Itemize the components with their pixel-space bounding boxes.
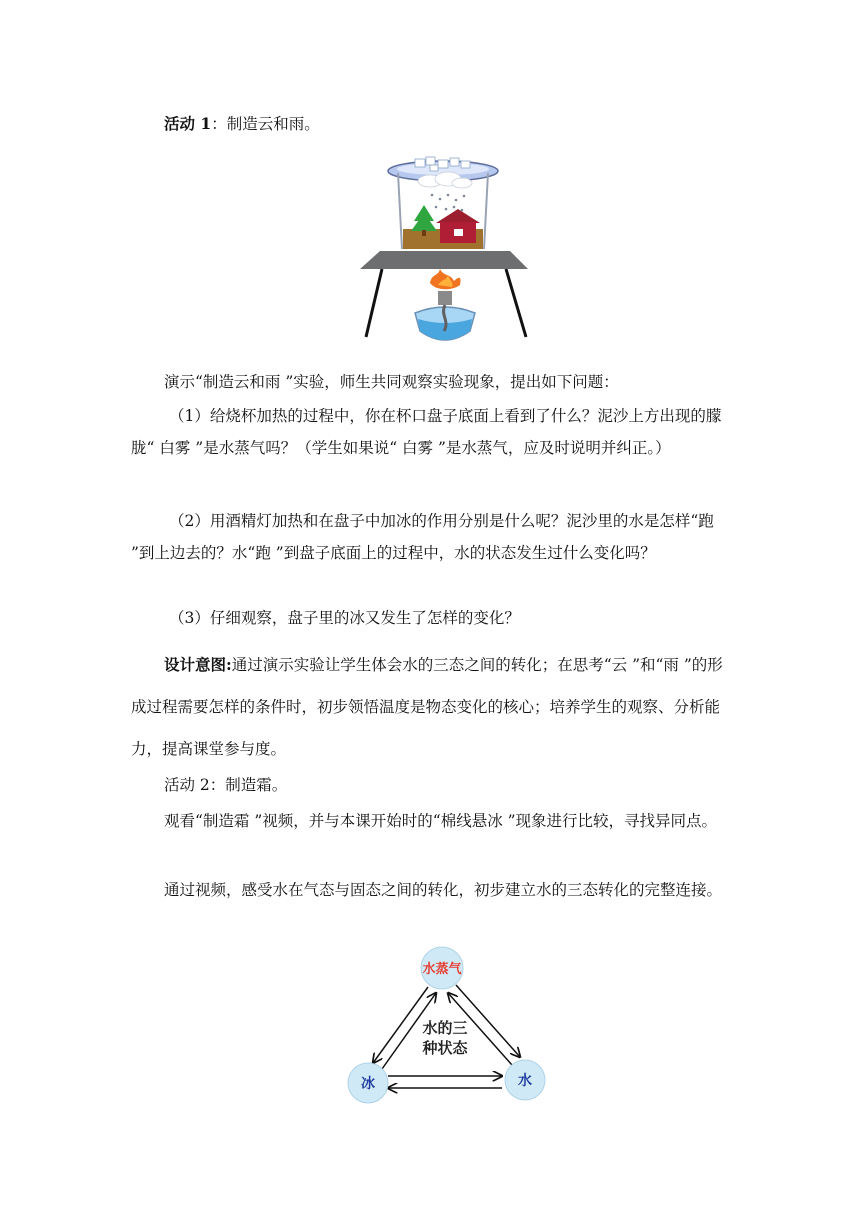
question-2: （2）用酒精灯加热和在盘子中加冰的作用分别是什么呢？泥沙里的水是怎样“跑 ”到上边去的？水“跑 ”到盘子底面上的过程中，水的状态发生过什么变化吗？: [131, 512, 714, 562]
activity2-label: 活动 2: [164, 776, 210, 794]
demo-intro: 演示“制造云和雨 ”实验，师生共同观察实验现象，提出如下问题：: [164, 373, 619, 391]
connection-paragraph: 通过视频，感受水在气态与固态之间的转化，初步建立水的三态转化的完整连接。: [164, 881, 723, 899]
house-icon: [436, 209, 480, 243]
design-intent: [131, 644, 731, 770]
design-intent-text: 通过演示实验让学生体会水的三态之间的转化；在思考“云 ”和“雨 ”的形成过程需要怎样的条件时，初步领悟温度是物态变化的核心；培养学生的观察、分析能力，提高课堂参与度。: [131, 656, 723, 758]
activity2-text: ：制造霜。: [209, 776, 288, 794]
activity2-heading: [131, 769, 731, 801]
activity1-label: 活动 1: [164, 114, 212, 133]
question-1: （1）给烧杯加热的过程中，你在杯口盘子底面上看到了什么？泥沙上方出现的朦胧“ 白雾 ”是水蒸气吗？（学生如果说“ 白雾 ”是水蒸气，应及时说明并纠正。）: [131, 407, 722, 457]
center-label-line1: 水的三: [422, 1019, 468, 1037]
three-states-diagram: [340, 945, 555, 1110]
vapor-label: 水蒸气: [422, 962, 462, 977]
activity1-text: ：制造云和雨。: [211, 115, 320, 133]
flame-icon: [430, 269, 461, 289]
ice-label: 冰: [361, 1076, 375, 1092]
cloud-rain-experiment-illustration: [360, 155, 530, 345]
alcohol-lamp-icon: [415, 291, 475, 340]
water-label: 水: [518, 1073, 532, 1089]
rain-drops-icon: [431, 194, 466, 212]
center-label-line2: 种状态: [422, 1039, 468, 1057]
question-3: （3）仔细观察，盘子里的冰又发生了怎样的变化？: [169, 609, 520, 627]
activity1-heading: [131, 108, 731, 140]
vapor-to-ice-arrow: [373, 987, 428, 1063]
design-intent-label: 设计意图:: [164, 655, 232, 674]
video-paragraph: 观看“制造霜 ”视频，并与本课开始时的“棉线悬冰 ”现象进行比较，寻找异同点。: [164, 812, 718, 830]
